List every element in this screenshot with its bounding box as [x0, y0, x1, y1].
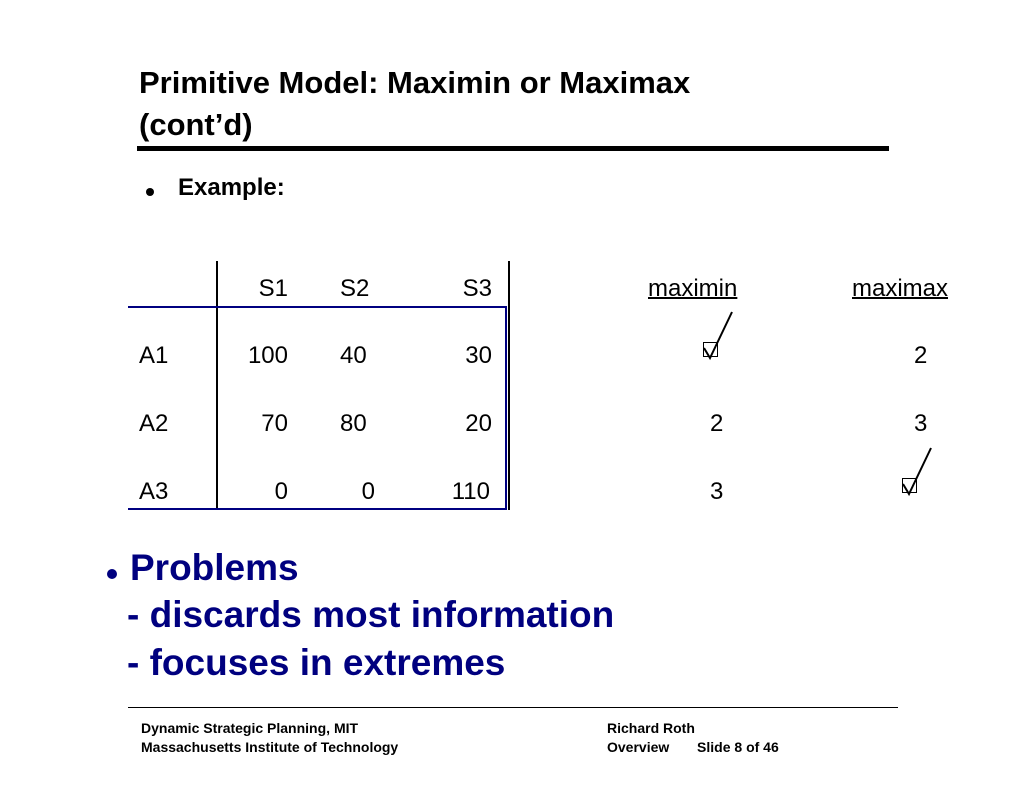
table-right-navy-border [505, 306, 507, 510]
table-cell: 70 [261, 410, 288, 437]
footer-left [141, 719, 398, 757]
title-underline [137, 146, 889, 151]
bullet-icon [146, 188, 154, 196]
maximin-value-a2: 2 [710, 410, 724, 437]
bullet-icon [107, 569, 117, 579]
table-right-border [508, 261, 510, 510]
maximin-header: maximin [648, 275, 738, 302]
footer-slide-number: Slide 8 of 46 [697, 739, 779, 755]
slide-title [139, 62, 690, 146]
col-header-s2: S2 [340, 275, 370, 302]
table-cell: 30 [465, 342, 492, 369]
footer-author: Richard Roth [607, 720, 695, 736]
check-icon [901, 446, 935, 498]
table-cell: 0 [274, 478, 288, 505]
title-line-1: Primitive Model: Maximin or Maximax [139, 65, 691, 100]
table-cell: 110 [451, 478, 490, 505]
title-line-2: (cont’d) [139, 107, 253, 142]
col-header-s3: S3 [462, 275, 492, 302]
example-label: Example: [178, 174, 285, 201]
footer-rule [128, 707, 898, 708]
row-label-a3: A3 [139, 478, 169, 505]
col-header-s1: S1 [258, 275, 288, 302]
table-row-header-divider [216, 261, 218, 510]
problem-item: - discards most information [127, 594, 615, 635]
row-label-a2: A2 [139, 410, 169, 437]
maximax-value-a2: 3 [914, 410, 928, 437]
table-cell: 100 [247, 342, 288, 369]
footer-right [607, 719, 779, 757]
table-cell: 20 [465, 410, 492, 437]
table-cell: 0 [361, 478, 375, 505]
table-header-rule [128, 306, 506, 308]
row-label-a1: A1 [139, 342, 169, 369]
check-icon [702, 310, 736, 362]
table-cell: 40 [340, 342, 367, 369]
maximin-value-a3: 3 [710, 478, 724, 505]
maximax-header: maximax [852, 275, 949, 302]
footer-course: Dynamic Strategic Planning, MIT [141, 720, 359, 736]
table-cell: 80 [340, 410, 367, 437]
footer-section: Overview [607, 739, 670, 755]
table-bottom-rule [128, 508, 506, 510]
footer-institution: Massachusetts Institute of Technology [141, 739, 399, 755]
problems-heading: Problems [130, 547, 299, 588]
problem-item: - focuses in extremes [127, 642, 506, 683]
maximax-value-a1: 2 [914, 342, 928, 369]
